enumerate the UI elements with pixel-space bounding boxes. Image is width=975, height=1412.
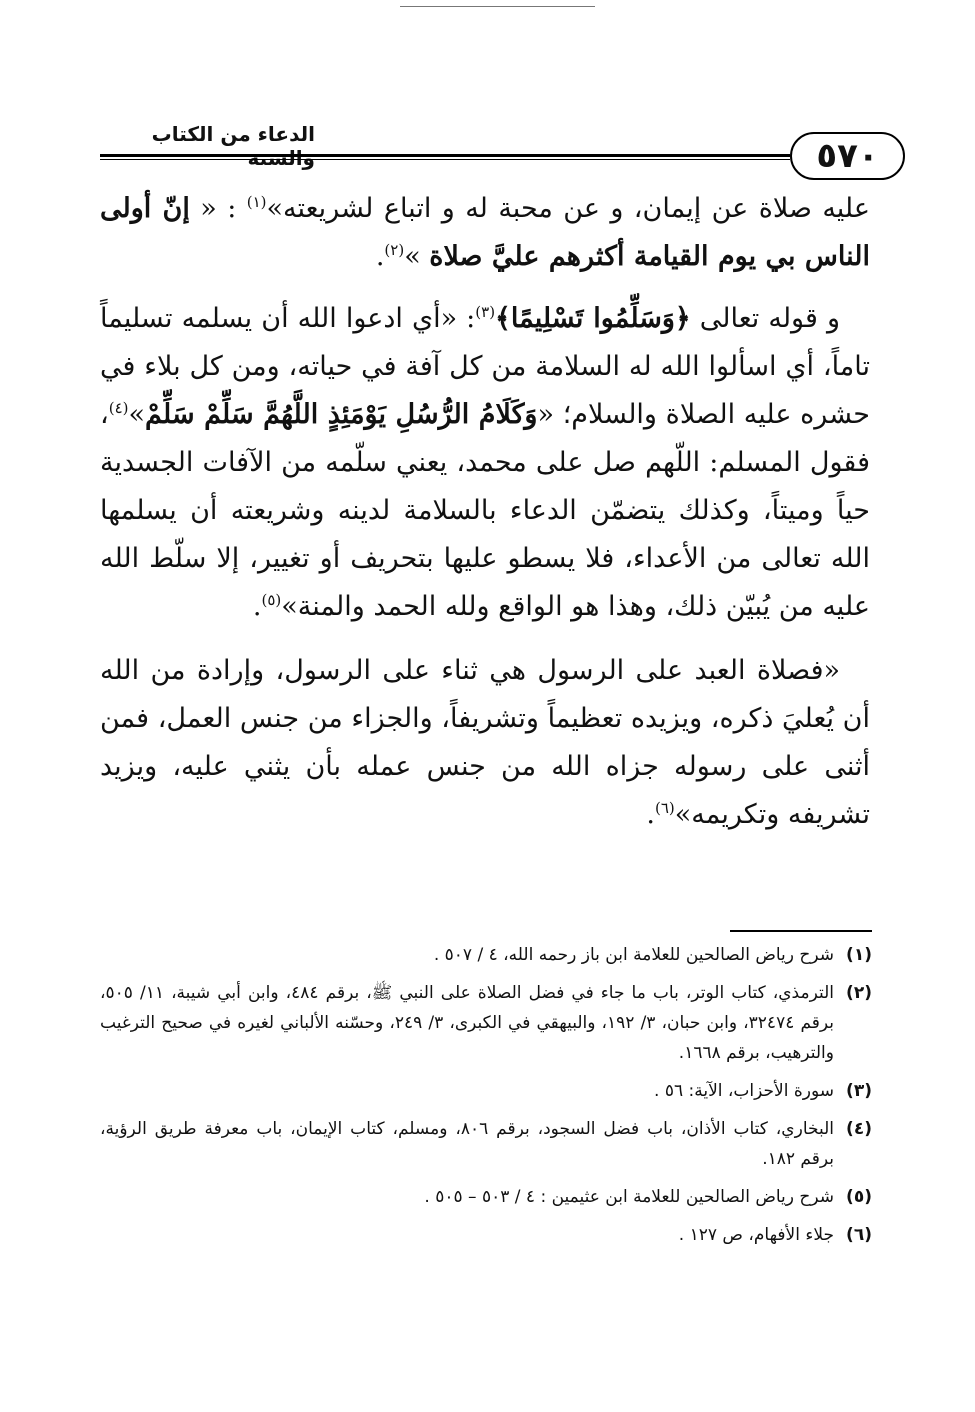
footnote-number: (٣): [846, 1081, 872, 1101]
text-run: : «أي ادعوا الله أن يسلمه تسليماً تاماً، أي اسألوا الله له السلامة من كل آفة في حياته، ومن كل بلاء في حشره عليه الصلاة والسلام؛ «: [100, 303, 870, 430]
text-run: .: [252, 591, 262, 622]
text-run: .: [646, 799, 655, 830]
paragraph-3: [100, 647, 870, 839]
footnote-ref-5[interactable]: (٥): [261, 591, 282, 609]
hadith-quote: إنّ أولى الناس بي يوم القيامة أكثرهم عليَّ صلاة: [100, 193, 870, 272]
footnote-number: (٤): [846, 1119, 872, 1139]
text-run: .: [375, 241, 385, 272]
footnote-text: شرح رياض الصالحين للعلامة ابن باز رحمه الله، ٤ / ٥٠٧ .: [433, 945, 834, 965]
header-rule: [100, 154, 790, 160]
quran-verse: وَكَلَامُ الرُّسُلِ يَوْمَئِذٍ اللَّهُمَّ سَلِّمْ سَلِّمْ: [145, 399, 538, 430]
text-run: و قوله تعالى: [690, 303, 840, 334]
footnotes: [100, 940, 872, 1258]
footnote-ref-2[interactable]: (٢): [384, 241, 405, 259]
footnote-ref-4[interactable]: (٤): [108, 399, 129, 417]
footnote-text: شرح رياض الصالحين للعلامة ابن عثيمين : ٤ / ٥٠٣ – ٥٠٥ .: [424, 1187, 834, 1207]
footnote: [100, 1182, 872, 1212]
footnote-ref-3[interactable]: (٣): [475, 303, 496, 321]
footnote-number: (٥): [846, 1187, 872, 1207]
footnote: [100, 940, 872, 970]
footnote-ref-1[interactable]: (١): [246, 193, 267, 211]
text-run: «فصلاة العبد على الرسول هي ثناء على الرسول، وإرادة من الله أن يُعليَ ذكره، ويزيده تعظيماً وتشريفاً، والجزاء من جنس العمل، فمن أثنى على رسوله جزاه الله من جنس عمله بأن يثني عليه، ويزيد تشريفه وتكريمه»: [100, 655, 870, 830]
running-title: الدعاء من الكتاب والسنة: [151, 122, 315, 170]
footnote: [100, 1220, 872, 1250]
footnote: [100, 978, 872, 1068]
top-rule: [400, 6, 595, 7]
footnote-number: (١): [846, 945, 872, 965]
footnote-text: سورة الأحزاب، الآية: ٥٦ .: [654, 1081, 834, 1101]
paragraph-1: [100, 185, 870, 281]
paragraph-2: [100, 295, 870, 631]
page-number: ٥٧٠: [790, 132, 905, 180]
footnote-separator: [730, 930, 872, 932]
text-run: : «: [189, 193, 247, 224]
main-text: [100, 185, 870, 855]
footnote-text: جلاء الأفهام، ص ١٢٧ .: [678, 1225, 834, 1245]
footnote-number: (٦): [846, 1225, 872, 1245]
text-run: عليه صلاة عن إيمان، و عن محبة له و اتباع لشريعته»: [266, 193, 870, 224]
text-run: »: [128, 399, 146, 430]
footnote-number: (٢): [846, 983, 872, 1003]
footnote-ref-6[interactable]: (٦): [655, 799, 675, 817]
footnote: [100, 1114, 872, 1174]
text-run: ، فقول المسلم: اللّهم صل على محمد، يعني سلّمه من الآفات الجسدية حياً وميتاً، وكذلك يتضمّن الدعاء بالسلامة لدينه وشريعته أن يسلمها الله تعالى من الأعداء، فلا يسطو عليها بتحريف أو تغيير، إلا سلّط الله عليه من يُبيّن ذلك، وهذا هو الواقع ولله الحمد والمنة»: [100, 399, 870, 622]
text-run: »: [404, 241, 430, 272]
footnote-text: الترمذي، كتاب الوتر، باب ما جاء في فضل الصلاة على النبي ﷺ، برقم ٤٨٤، وابن أبي شيبة، ١١/ ٥٠٥، برقم ٣٢٤٧٤، وابن حبان، ٣/ ١٩٢، والبيهقي في الكبرى، ٣/ ٢٤٩، وحسّنه الألباني لغيره في صحيح الترغيب والترهيب، برقم ١٦٦٨.: [100, 983, 834, 1063]
quran-verse: ﴿وَسَلِّمُوا تَسْلِيمًا﴾: [495, 303, 691, 334]
page-header: [95, 110, 879, 190]
footnote: [100, 1076, 872, 1106]
footnote-text: البخاري، كتاب الأذان، باب فضل السجود، برقم ٨٠٦، ومسلم، كتاب الإيمان، باب معرفة طريق الرؤية، برقم ١٨٢.: [100, 1119, 835, 1169]
